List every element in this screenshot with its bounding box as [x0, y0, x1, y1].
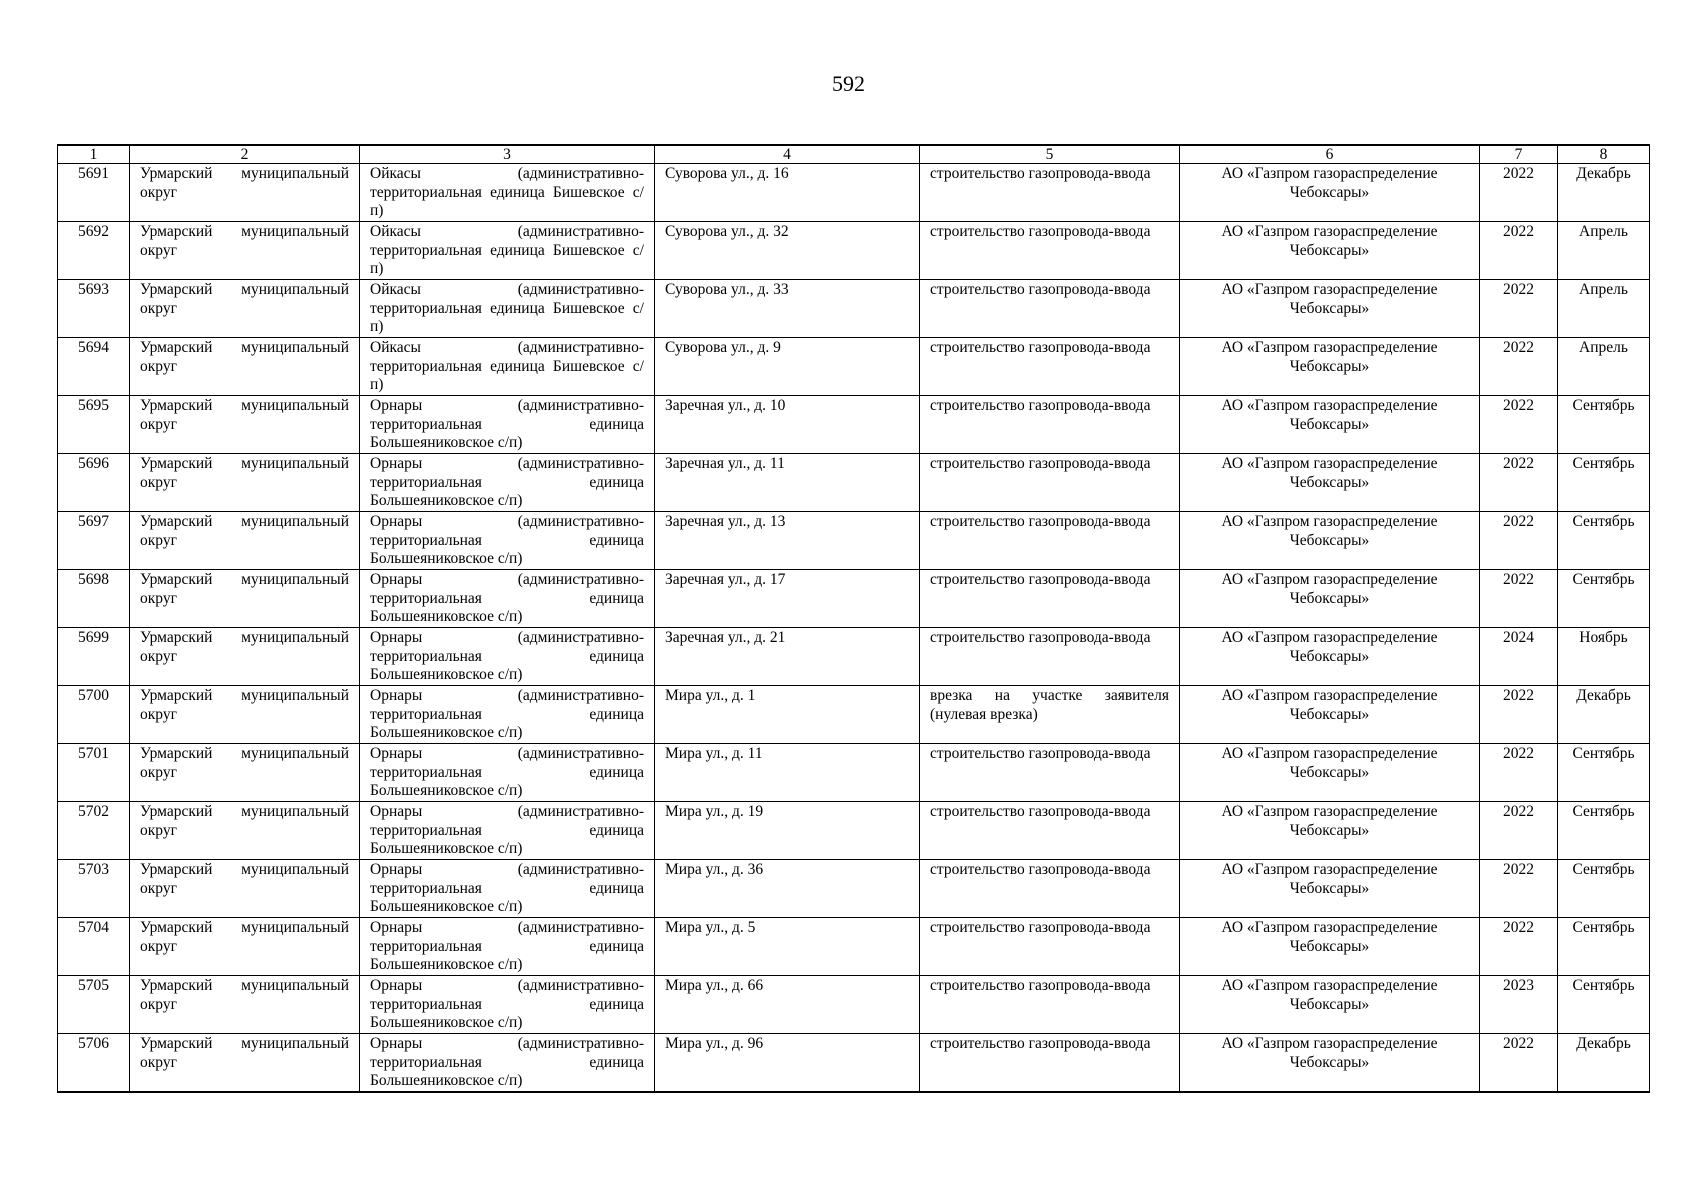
table-row	[58, 744, 1650, 802]
month-cell: Сентябрь	[1558, 918, 1650, 976]
municipality-cell: Урмарский муниципальный округ	[130, 396, 360, 454]
organization-cell: АО «Газпром газораспределение Чебоксары»	[1180, 744, 1480, 802]
address-cell: Мира ул., д. 19	[655, 802, 920, 860]
municipality-cell: Урмарский муниципальный округ	[130, 860, 360, 918]
settlement-cell: Орнары (административно-территориальная единица Большеяниковское с/п)	[360, 744, 655, 802]
address-cell: Заречная ул., д. 13	[655, 512, 920, 570]
organization-cell: АО «Газпром газораспределение Чебоксары»	[1180, 860, 1480, 918]
month-cell: Сентябрь	[1558, 454, 1650, 512]
settlement-cell: Орнары (административно-территориальная единица Большеяниковское с/п)	[360, 686, 655, 744]
table-row	[58, 222, 1650, 280]
organization-cell: АО «Газпром газораспределение Чебоксары»	[1180, 454, 1480, 512]
row-number: 5692	[58, 222, 130, 280]
work-type-cell: строительство газопровода-ввода	[920, 918, 1180, 976]
organization-cell: АО «Газпром газораспределение Чебоксары»	[1180, 976, 1480, 1034]
row-number: 5705	[58, 976, 130, 1034]
address-cell: Заречная ул., д. 17	[655, 570, 920, 628]
table-row	[58, 628, 1650, 686]
row-number: 5695	[58, 396, 130, 454]
address-cell: Мира ул., д. 36	[655, 860, 920, 918]
work-type-cell: врезка на участке заявителя (нулевая врезка)	[920, 686, 1180, 744]
year-cell: 2022	[1480, 454, 1558, 512]
row-number: 5693	[58, 280, 130, 338]
row-number: 5701	[58, 744, 130, 802]
settlement-cell: Ойкасы (административно-территориальная единица Бишевское с/п)	[360, 222, 655, 280]
address-cell: Заречная ул., д. 21	[655, 628, 920, 686]
row-number: 5694	[58, 338, 130, 396]
municipality-cell: Урмарский муниципальный округ	[130, 164, 360, 222]
organization-cell: АО «Газпром газораспределение Чебоксары»	[1180, 918, 1480, 976]
work-type-cell: строительство газопровода-ввода	[920, 860, 1180, 918]
year-cell: 2022	[1480, 570, 1558, 628]
column-header: 6	[1180, 145, 1480, 164]
table-row	[58, 280, 1650, 338]
year-cell: 2022	[1480, 512, 1558, 570]
table-row	[58, 396, 1650, 454]
address-cell: Мира ул., д. 96	[655, 1034, 920, 1093]
year-cell: 2022	[1480, 164, 1558, 222]
address-cell: Суворова ул., д. 32	[655, 222, 920, 280]
organization-cell: АО «Газпром газораспределение Чебоксары»	[1180, 512, 1480, 570]
month-cell: Сентябрь	[1558, 802, 1650, 860]
year-cell: 2022	[1480, 396, 1558, 454]
year-cell: 2022	[1480, 744, 1558, 802]
registry-table	[57, 144, 1650, 1093]
year-cell: 2022	[1480, 918, 1558, 976]
municipality-cell: Урмарский муниципальный округ	[130, 628, 360, 686]
month-cell: Сентябрь	[1558, 744, 1650, 802]
month-cell: Сентябрь	[1558, 396, 1650, 454]
municipality-cell: Урмарский муниципальный округ	[130, 976, 360, 1034]
work-type-cell: строительство газопровода-ввода	[920, 454, 1180, 512]
column-header: 3	[360, 145, 655, 164]
organization-cell: АО «Газпром газораспределение Чебоксары»	[1180, 222, 1480, 280]
settlement-cell: Орнары (административно-территориальная единица Большеяниковское с/п)	[360, 1034, 655, 1093]
work-type-cell: строительство газопровода-ввода	[920, 396, 1180, 454]
table-row	[58, 860, 1650, 918]
municipality-cell: Урмарский муниципальный округ	[130, 686, 360, 744]
row-number: 5691	[58, 164, 130, 222]
table-row	[58, 976, 1650, 1034]
row-number: 5700	[58, 686, 130, 744]
settlement-cell: Орнары (административно-территориальная единица Большеяниковское с/п)	[360, 454, 655, 512]
table-row	[58, 686, 1650, 744]
month-cell: Сентябрь	[1558, 570, 1650, 628]
organization-cell: АО «Газпром газораспределение Чебоксары»	[1180, 338, 1480, 396]
municipality-cell: Урмарский муниципальный округ	[130, 280, 360, 338]
year-cell: 2022	[1480, 280, 1558, 338]
settlement-cell: Орнары (административно-территориальная единица Большеяниковское с/п)	[360, 976, 655, 1034]
work-type-cell: строительство газопровода-ввода	[920, 338, 1180, 396]
work-type-cell: строительство газопровода-ввода	[920, 570, 1180, 628]
year-cell: 2022	[1480, 1034, 1558, 1093]
row-number: 5699	[58, 628, 130, 686]
work-type-cell: строительство газопровода-ввода	[920, 512, 1180, 570]
work-type-cell: строительство газопровода-ввода	[920, 164, 1180, 222]
address-cell: Заречная ул., д. 11	[655, 454, 920, 512]
year-cell: 2022	[1480, 860, 1558, 918]
address-cell: Суворова ул., д. 16	[655, 164, 920, 222]
organization-cell: АО «Газпром газораспределение Чебоксары»	[1180, 280, 1480, 338]
column-number-row	[58, 145, 1650, 164]
month-cell: Декабрь	[1558, 164, 1650, 222]
column-header: 2	[130, 145, 360, 164]
address-cell: Заречная ул., д. 10	[655, 396, 920, 454]
table-row	[58, 918, 1650, 976]
settlement-cell: Орнары (административно-территориальная единица Большеяниковское с/п)	[360, 512, 655, 570]
month-cell: Ноябрь	[1558, 628, 1650, 686]
settlement-cell: Орнары (административно-территориальная единица Большеяниковское с/п)	[360, 918, 655, 976]
municipality-cell: Урмарский муниципальный округ	[130, 338, 360, 396]
work-type-cell: строительство газопровода-ввода	[920, 802, 1180, 860]
row-number: 5697	[58, 512, 130, 570]
address-cell: Мира ул., д. 66	[655, 976, 920, 1034]
organization-cell: АО «Газпром газораспределение Чебоксары»	[1180, 802, 1480, 860]
table-row	[58, 338, 1650, 396]
settlement-cell: Орнары (административно-территориальная единица Большеяниковское с/п)	[360, 628, 655, 686]
address-cell: Мира ул., д. 1	[655, 686, 920, 744]
organization-cell: АО «Газпром газораспределение Чебоксары»	[1180, 570, 1480, 628]
municipality-cell: Урмарский муниципальный округ	[130, 918, 360, 976]
month-cell: Апрель	[1558, 338, 1650, 396]
table-row	[58, 1034, 1650, 1093]
row-number: 5696	[58, 454, 130, 512]
settlement-cell: Орнары (административно-территориальная единица Большеяниковское с/п)	[360, 802, 655, 860]
municipality-cell: Урмарский муниципальный округ	[130, 512, 360, 570]
column-header: 5	[920, 145, 1180, 164]
column-header: 1	[58, 145, 130, 164]
organization-cell: АО «Газпром газораспределение Чебоксары»	[1180, 686, 1480, 744]
row-number: 5698	[58, 570, 130, 628]
column-header: 7	[1480, 145, 1558, 164]
address-cell: Мира ул., д. 5	[655, 918, 920, 976]
settlement-cell: Ойкасы (административно-территориальная единица Бишевское с/п)	[360, 164, 655, 222]
row-number: 5704	[58, 918, 130, 976]
municipality-cell: Урмарский муниципальный округ	[130, 1034, 360, 1093]
column-header: 4	[655, 145, 920, 164]
municipality-cell: Урмарский муниципальный округ	[130, 570, 360, 628]
month-cell: Сентябрь	[1558, 860, 1650, 918]
work-type-cell: строительство газопровода-ввода	[920, 976, 1180, 1034]
table-row	[58, 570, 1650, 628]
organization-cell: АО «Газпром газораспределение Чебоксары»	[1180, 164, 1480, 222]
table-row	[58, 802, 1650, 860]
address-cell: Суворова ул., д. 33	[655, 280, 920, 338]
address-cell: Суворова ул., д. 9	[655, 338, 920, 396]
settlement-cell: Ойкасы (административно-территориальная единица Бишевское с/п)	[360, 338, 655, 396]
organization-cell: АО «Газпром газораспределение Чебоксары»	[1180, 1034, 1480, 1093]
work-type-cell: строительство газопровода-ввода	[920, 1034, 1180, 1093]
work-type-cell: строительство газопровода-ввода	[920, 280, 1180, 338]
address-cell: Мира ул., д. 11	[655, 744, 920, 802]
month-cell: Декабрь	[1558, 1034, 1650, 1093]
year-cell: 2022	[1480, 802, 1558, 860]
settlement-cell: Орнары (административно-территориальная единица Большеяниковское с/п)	[360, 570, 655, 628]
page-number: 592	[832, 71, 865, 96]
table-row	[58, 164, 1650, 222]
organization-cell: АО «Газпром газораспределение Чебоксары»	[1180, 628, 1480, 686]
month-cell: Сентябрь	[1558, 976, 1650, 1034]
row-number: 5703	[58, 860, 130, 918]
municipality-cell: Урмарский муниципальный округ	[130, 222, 360, 280]
year-cell: 2022	[1480, 222, 1558, 280]
work-type-cell: строительство газопровода-ввода	[920, 744, 1180, 802]
row-number: 5706	[58, 1034, 130, 1093]
month-cell: Апрель	[1558, 222, 1650, 280]
organization-cell: АО «Газпром газораспределение Чебоксары»	[1180, 396, 1480, 454]
table-row	[58, 512, 1650, 570]
column-header: 8	[1558, 145, 1650, 164]
settlement-cell: Орнары (административно-территориальная единица Большеяниковское с/п)	[360, 860, 655, 918]
year-cell: 2024	[1480, 628, 1558, 686]
municipality-cell: Урмарский муниципальный округ	[130, 744, 360, 802]
month-cell: Сентябрь	[1558, 512, 1650, 570]
work-type-cell: строительство газопровода-ввода	[920, 222, 1180, 280]
year-cell: 2022	[1480, 338, 1558, 396]
year-cell: 2023	[1480, 976, 1558, 1034]
table-row	[58, 454, 1650, 512]
work-type-cell: строительство газопровода-ввода	[920, 628, 1180, 686]
month-cell: Декабрь	[1558, 686, 1650, 744]
settlement-cell: Орнары (административно-территориальная единица Большеяниковское с/п)	[360, 396, 655, 454]
municipality-cell: Урмарский муниципальный округ	[130, 454, 360, 512]
month-cell: Апрель	[1558, 280, 1650, 338]
municipality-cell: Урмарский муниципальный округ	[130, 802, 360, 860]
row-number: 5702	[58, 802, 130, 860]
year-cell: 2022	[1480, 686, 1558, 744]
settlement-cell: Ойкасы (административно-территориальная единица Бишевское с/п)	[360, 280, 655, 338]
